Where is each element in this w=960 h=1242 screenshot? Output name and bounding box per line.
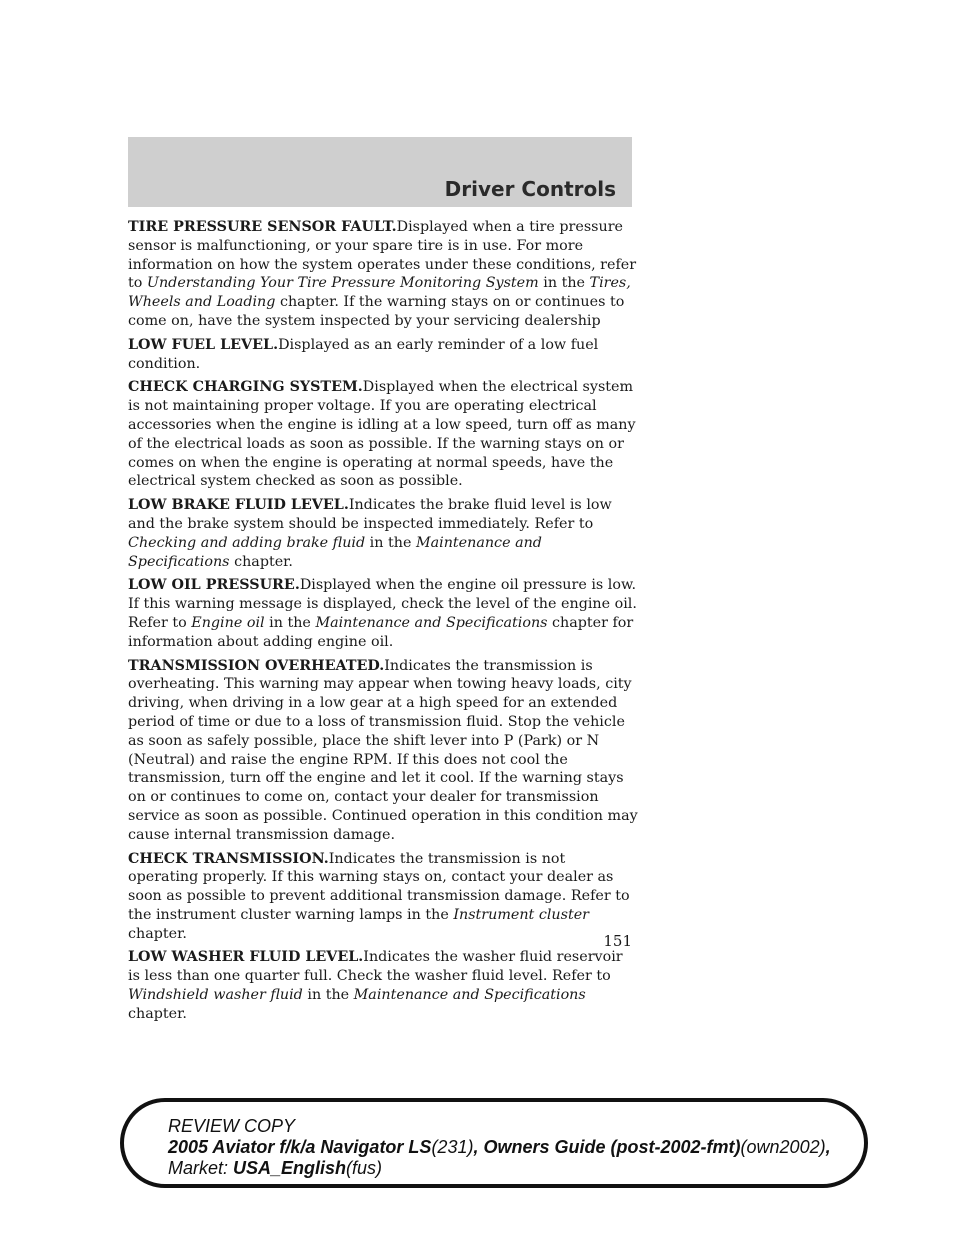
cross-reference: Maintenance and Specifications bbox=[128, 534, 542, 570]
warning-message-paragraph bbox=[128, 576, 638, 651]
description-text: Displayed when a tire pressure sensor is malfunctioning, or your spare tire is in use. For more information on how the system operates under these conditions, refer to bbox=[128, 219, 637, 292]
review-copy-text bbox=[168, 1116, 854, 1179]
description-text: chapter. bbox=[128, 925, 187, 942]
review-copy-box bbox=[120, 1098, 868, 1188]
description-text: in the bbox=[302, 987, 354, 1004]
warning-message-paragraph bbox=[128, 948, 638, 1023]
warning-term: TIRE PRESSURE SENSOR FAULT. bbox=[128, 219, 397, 235]
warning-term: TRANSMISSION OVERHEATED. bbox=[128, 657, 385, 674]
review-guide: Owners Guide (post-2002-fmt) bbox=[483, 1137, 741, 1157]
description-text: Displayed as an early reminder of a low fuel condition. bbox=[128, 336, 599, 372]
section-title: Driver Controls bbox=[444, 177, 616, 201]
review-sep-2: , bbox=[825, 1137, 831, 1157]
review-line-2 bbox=[168, 1137, 854, 1158]
warning-term: LOW BRAKE FLUID LEVEL. bbox=[128, 497, 349, 514]
description-text: in the bbox=[264, 614, 316, 631]
warning-message-paragraph bbox=[128, 378, 638, 491]
warning-message-paragraph bbox=[128, 850, 638, 944]
cross-reference: Understanding Your Tire Pressure Monitoring System bbox=[146, 275, 539, 292]
cross-reference: Maintenance and Specifications bbox=[353, 987, 586, 1004]
description-text: chapter. bbox=[128, 1005, 187, 1022]
cross-reference: Checking and adding brake fluid bbox=[128, 534, 366, 551]
warning-message-paragraph bbox=[128, 336, 638, 374]
cross-reference: Instrument cluster bbox=[453, 906, 590, 923]
warning-term: LOW WASHER FLUID LEVEL. bbox=[128, 949, 364, 966]
description-text: Indicates the transmission is overheating. This warning may appear when towing heavy loads, city driving, when driving in a low gear at a high speed for an extended period of time or due to a loss of transmission fluid. Stop the vehicle as soon as safely possible, place the shift lever into P (Park) or N (Neutral) and raise the engine RPM. If this does not cool the transmission, turn off the engine and let it cool. If the warning stays on or continues to come on, contact your dealer for transmission service as soon as possible. Continued operation in this condition may cause internal transmission damage. bbox=[128, 657, 638, 843]
review-model: 2005 Aviator f/k/a Navigator LS bbox=[168, 1137, 432, 1157]
description-text: Displayed when the engine oil pressure is low. If this warning message is displayed, check the level of the engine oil. Refer to bbox=[128, 577, 637, 631]
review-line-3 bbox=[168, 1158, 854, 1179]
review-sep-1: , bbox=[473, 1137, 484, 1157]
description-text: Indicates the washer fluid reservoir is less than one quarter full. Check the washer fluid level. Refer to bbox=[128, 949, 623, 985]
warning-message-paragraph bbox=[128, 657, 638, 845]
description-text: Indicates the transmission is not operating properly. If this warning stays on, contact your dealer as soon as possible to prevent additional transmission damage. Refer to the instrument cluster warning lamps in the bbox=[128, 850, 630, 923]
warning-term: CHECK CHARGING SYSTEM. bbox=[128, 379, 363, 396]
cross-reference: Engine oil bbox=[191, 614, 265, 631]
review-market: USA_English bbox=[233, 1158, 347, 1178]
header-band bbox=[128, 137, 632, 207]
description-text: in the bbox=[538, 275, 590, 292]
review-guide-code: (own2002) bbox=[740, 1137, 826, 1157]
page-number: 151 bbox=[603, 932, 632, 950]
description-text: in the bbox=[365, 534, 416, 551]
warning-message-paragraph bbox=[128, 496, 638, 571]
review-market-code: (fus) bbox=[346, 1158, 383, 1178]
cross-reference: Tires, Wheels and Loading bbox=[128, 275, 631, 311]
description-text: chapter for information about adding engine oil. bbox=[128, 614, 634, 650]
review-line-1: REVIEW COPY bbox=[168, 1116, 296, 1136]
review-market-label: Market: bbox=[168, 1158, 234, 1178]
description-text: chapter. If the warning stays on or continues to come on, have the system inspected by your servicing dealership bbox=[128, 294, 625, 329]
warning-term: LOW FUEL LEVEL. bbox=[128, 336, 279, 353]
cross-reference: Windshield washer fluid bbox=[128, 987, 303, 1004]
description-text: chapter. bbox=[229, 553, 293, 570]
description-text: Displayed when the electrical system is not maintaining proper voltage. If you are operating electrical accessories when the engine is idling at a low speed, turn off as many of the electrical loads as soon as possible. If the warning stays on or comes on when the engine is operating at normal speeds, have the electrical system checked as soon as possible. bbox=[128, 379, 636, 490]
warning-term: CHECK TRANSMISSION. bbox=[128, 850, 329, 867]
description-text: Indicates the brake fluid level is low and the brake system should be inspected immediately. Refer to bbox=[128, 497, 612, 532]
cross-reference: Maintenance and Specifications bbox=[315, 614, 548, 631]
warning-message-paragraph bbox=[128, 218, 638, 331]
page-content bbox=[128, 218, 638, 1029]
warning-term: LOW OIL PRESSURE. bbox=[128, 577, 300, 594]
review-model-code: (231) bbox=[431, 1137, 474, 1157]
